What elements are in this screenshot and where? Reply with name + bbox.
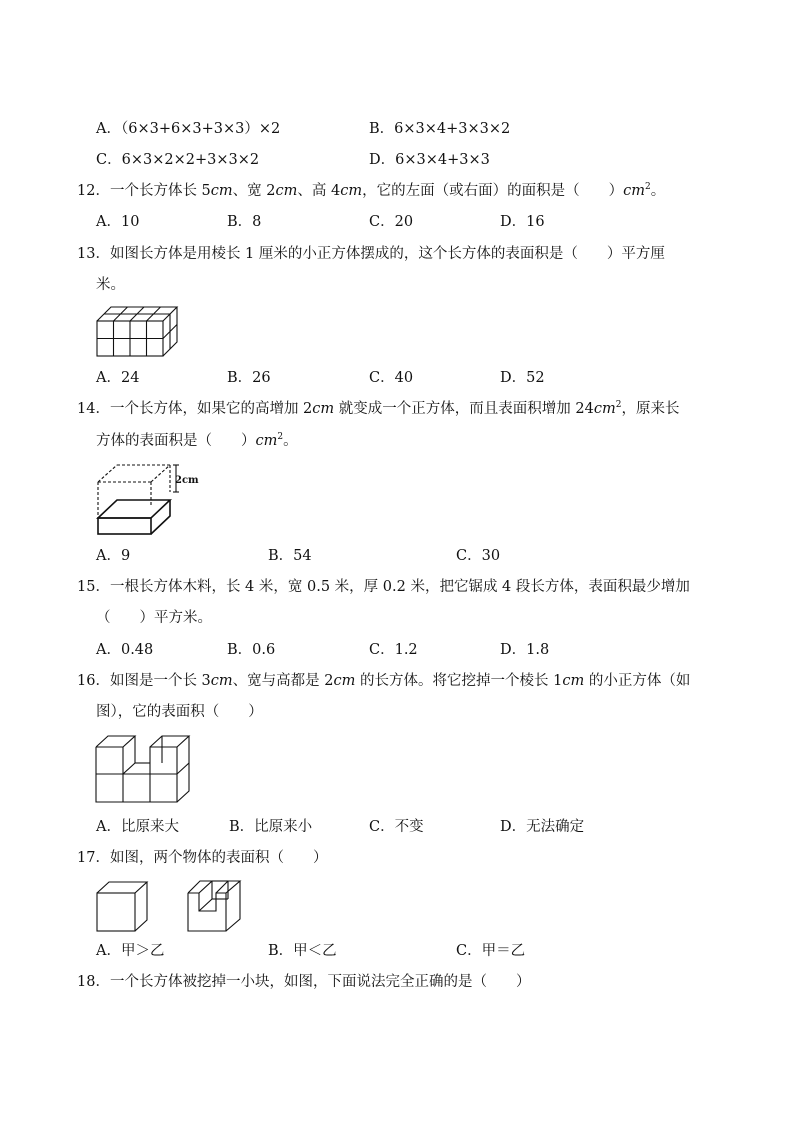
q16-option-b[interactable]: B．比原来小 xyxy=(229,819,313,835)
q17-question xyxy=(77,848,327,868)
q15-option-c[interactable]: C．1.2 xyxy=(369,642,418,658)
q17-notched-cube-figure xyxy=(186,877,246,933)
q12-text: 、宽 2 xyxy=(232,183,276,199)
q14-option-b[interactable]: B．54 xyxy=(268,548,312,564)
q12-option-a[interactable]: A．10 xyxy=(96,214,140,230)
q13-number: 13． xyxy=(77,246,110,262)
q14-text: ，原来长 xyxy=(621,401,680,417)
q12-option-b[interactable]: B．8 xyxy=(227,214,262,230)
q17-cube-figure xyxy=(95,879,151,933)
q13-cube-grid-figure xyxy=(95,304,181,359)
q15-option-a[interactable]: A．0.48 xyxy=(96,642,154,658)
q17-number: 17． xyxy=(77,850,110,866)
q13-option-a[interactable]: A．24 xyxy=(96,370,140,386)
q12-unit: cm xyxy=(623,183,645,199)
q15-option-b[interactable]: B．0.6 xyxy=(227,642,276,658)
q14-box-figure xyxy=(95,460,205,536)
q13-text: 如图长方体是用棱长 1 厘米的小正方体摆成的，这个长方体的表面积是（ ）平方厘 xyxy=(109,246,665,262)
q14-superscript: 2 xyxy=(615,400,622,411)
q16-text: 的长方体。将它挖掉一个棱长 1 xyxy=(355,673,563,689)
q16-option-d[interactable]: D．无法确定 xyxy=(500,819,585,835)
q16-unit: cm xyxy=(333,673,356,689)
q17-option-a[interactable]: A．甲＞乙 xyxy=(96,943,165,959)
q12-end: 。 xyxy=(650,183,666,199)
q14-text: 方体的表面积是（ ） xyxy=(96,433,256,449)
q11-option-b[interactable]: B．6×3×4+3×3×2 xyxy=(369,121,511,137)
q18-text: 一个长方体被挖掉一小块，如图，下面说法完全正确的是（ ） xyxy=(109,974,531,990)
q15-number: 15． xyxy=(77,579,110,595)
q18-number: 18． xyxy=(77,974,110,990)
q12-text: ，它的左面（或右面）的面积是（ ） xyxy=(362,183,624,199)
q15-option-d[interactable]: D．1.8 xyxy=(500,642,550,658)
q14-text: 一个长方体，如果它的高增加 2 xyxy=(109,401,313,417)
q16-question-line1 xyxy=(77,671,690,691)
q12-superscript: 2 xyxy=(644,182,651,193)
q13-question-line1 xyxy=(77,244,665,264)
q16-notched-box-figure xyxy=(94,733,200,805)
q16-text: 如图是一个长 3 xyxy=(109,673,211,689)
q15-question-line2: （ ）平方米。 xyxy=(96,610,212,626)
q12-option-d[interactable]: D．16 xyxy=(500,214,545,230)
q16-question-line2: 图），它的表面积（ ） xyxy=(96,704,263,720)
q14-text: 就变成一个正方体，而且表面积增加 24 xyxy=(334,401,594,417)
q16-number: 16． xyxy=(77,673,110,689)
q11-option-d[interactable]: D．6×3×4+3×3 xyxy=(369,152,490,168)
q18-question xyxy=(77,972,530,992)
q15-question-line1 xyxy=(77,577,690,597)
q14-unit: cm xyxy=(593,401,616,417)
q14-unit: cm xyxy=(255,433,278,449)
q13-question-line2: 米。 xyxy=(96,277,125,293)
q16-option-c[interactable]: C．不变 xyxy=(369,819,424,835)
q12-option-c[interactable]: C．20 xyxy=(369,214,414,230)
q14-question-line2 xyxy=(96,431,298,451)
q12-unit: cm xyxy=(210,183,233,199)
q12-question xyxy=(77,181,665,201)
q13-option-d[interactable]: D．52 xyxy=(500,370,545,386)
q16-text: 、宽与高都是 2 xyxy=(232,673,334,689)
q14-option-c[interactable]: C．30 xyxy=(456,548,501,564)
q17-text: 如图，两个物体的表面积（ ） xyxy=(109,850,328,866)
q14-unit: cm xyxy=(312,401,335,417)
q16-text: 的小正方体（如 xyxy=(584,673,691,689)
q14-dimension-label: 2cm xyxy=(175,475,199,486)
q12-text: 、高 4 xyxy=(297,183,341,199)
q14-number: 14． xyxy=(77,401,110,417)
q11-option-a[interactable]: A．（6×3+6×3+3×3）×2 xyxy=(96,121,281,137)
q16-option-a[interactable]: A．比原来大 xyxy=(96,819,179,835)
q11-option-c[interactable]: C．6×3×2×2+3×3×2 xyxy=(96,152,260,168)
q15-text: 一根长方体木料，长 4 米，宽 0.5 米，厚 0.2 米，把它锯成 4 段长方体，表面积最少增加 xyxy=(109,579,690,595)
q16-unit: cm xyxy=(562,673,585,689)
q17-option-c[interactable]: C．甲＝乙 xyxy=(456,943,526,959)
q14-end: 。 xyxy=(283,433,298,449)
q13-option-b[interactable]: B．26 xyxy=(227,370,271,386)
q16-unit: cm xyxy=(210,673,233,689)
q17-option-b[interactable]: B．甲＜乙 xyxy=(268,943,337,959)
q12-unit: cm xyxy=(275,183,298,199)
q12-number: 12． xyxy=(77,183,110,199)
q13-option-c[interactable]: C．40 xyxy=(369,370,414,386)
q12-text: 一个长方体长 5 xyxy=(109,183,211,199)
q14-question-line1 xyxy=(77,399,679,419)
q14-option-a[interactable]: A．9 xyxy=(96,548,131,564)
q14-superscript: 2 xyxy=(277,432,284,443)
q12-unit: cm xyxy=(340,183,363,199)
